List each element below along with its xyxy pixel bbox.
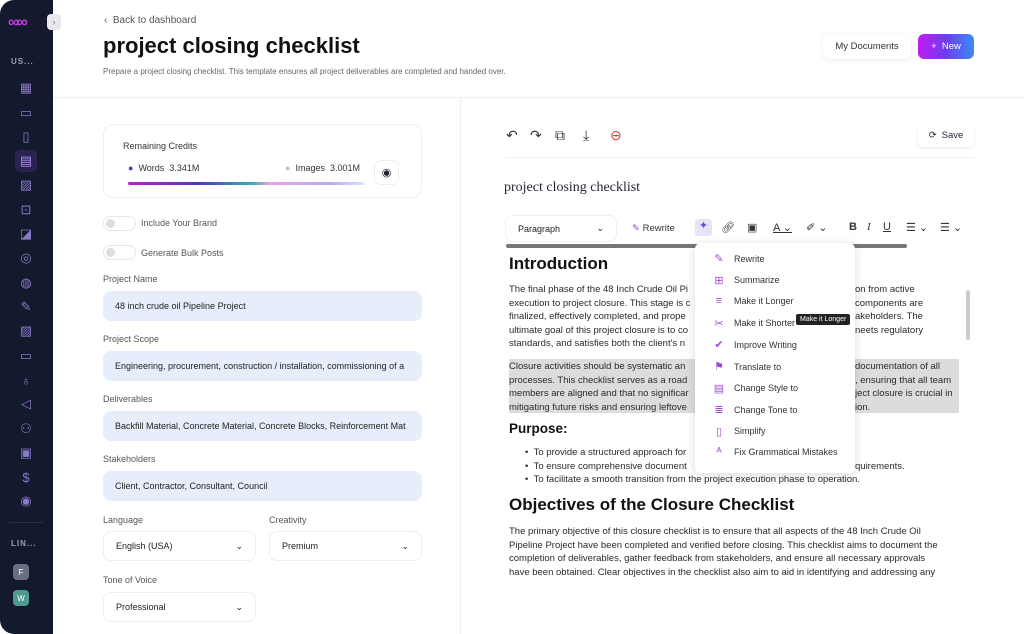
- bulk-posts-toggle[interactable]: [103, 245, 136, 260]
- include-brand-toggle[interactable]: [103, 216, 136, 231]
- bulk-posts-label: Generate Bulk Posts: [141, 248, 224, 258]
- menu-item-label: Make it Longer: [734, 296, 794, 307]
- back-to-dashboard-link[interactable]: [104, 15, 196, 26]
- text-fragment: akeholders. The: [855, 311, 923, 322]
- tone-label: Tone of Voice: [103, 575, 158, 585]
- images-dot-icon: ●: [285, 163, 291, 173]
- menu-item-icon: ≣: [714, 404, 724, 417]
- remove-icon[interactable]: ⊖: [610, 127, 622, 143]
- menu-item-label: Fix Grammatical Mistakes: [734, 447, 838, 458]
- deliverables-input[interactable]: Backfill Material, Concrete Material, Concrete Blocks, Reinforcement Mat: [103, 411, 422, 441]
- menu-item-icon: ✂: [714, 317, 724, 330]
- menu-item-simplify[interactable]: [713, 425, 766, 438]
- image-icon[interactable]: ▣: [747, 222, 758, 234]
- words-dot-icon: ●: [128, 163, 134, 173]
- menu-item-label: Rewrite: [734, 253, 765, 264]
- new-label: New: [941, 41, 961, 52]
- back-label: Back to dashboard: [112, 15, 197, 26]
- menu-item-make-it-shorter[interactable]: [713, 317, 795, 330]
- text-line[interactable]: [509, 283, 688, 297]
- chevron-down-icon: ⌄: [235, 601, 243, 612]
- text-fragment: finalized, effectively completed, and prope: [509, 311, 686, 322]
- stakeholders-input[interactable]: Client, Contractor, Consultant, Council: [103, 471, 422, 501]
- bullet-text: To provide a structured approach for: [533, 447, 687, 458]
- italic-icon[interactable]: I: [867, 221, 871, 233]
- rewrite-label: Rewrite: [642, 223, 675, 234]
- text-line[interactable]: [855, 360, 940, 374]
- text-line[interactable]: [509, 337, 685, 351]
- user-add-icon[interactable]: ⚇: [20, 421, 32, 436]
- eye-scan-icon[interactable]: ◎: [20, 250, 32, 265]
- text-fragment: documentation of all: [855, 361, 941, 372]
- bullet-item-tail: [855, 460, 905, 474]
- numbered-list-icon[interactable]: ☰ ⌄: [940, 222, 963, 234]
- text-fragment: neets regulatory: [855, 324, 924, 336]
- menu-item-icon: ✔: [714, 339, 724, 352]
- apps-icon[interactable]: ▦: [19, 80, 33, 95]
- image-icon[interactable]: ▨: [19, 177, 33, 192]
- logo[interactable]: ∞∞: [8, 14, 25, 31]
- text-fragment: ion.: [855, 401, 871, 413]
- menu-item-make-it-longer[interactable]: [713, 295, 794, 307]
- chat-icon[interactable]: ▭: [19, 348, 33, 363]
- creativity-value: Premium: [282, 541, 319, 551]
- menu-item-label: Translate to: [734, 361, 782, 372]
- bullet-text: To ensure comprehensive document: [533, 460, 687, 472]
- menu-item-label: Change Style to: [734, 383, 799, 394]
- text-line[interactable]: have been obtained. Clear objectives in the checklist also aim to aid in identifying and addressing any: [509, 566, 936, 578]
- bold-icon[interactable]: B: [849, 221, 857, 233]
- language-select[interactable]: [103, 531, 256, 561]
- highlight-icon[interactable]: ✐ ⌄: [806, 222, 828, 234]
- dollar-icon[interactable]: $: [22, 469, 30, 485]
- images-label: Images: [295, 163, 325, 173]
- photo-icon[interactable]: ▨: [19, 323, 33, 338]
- chevron-down-icon: ⌄: [596, 223, 604, 233]
- text-fragment: on from active: [855, 284, 915, 295]
- text-line[interactable]: [855, 374, 951, 388]
- underline-icon[interactable]: U: [883, 221, 891, 233]
- menu-item-label: Make it Shorter: [734, 318, 796, 329]
- download-icon[interactable]: ⤓: [583, 127, 590, 143]
- menu-item-label: Change Tone to: [734, 404, 798, 415]
- plus-icon: +: [931, 41, 942, 52]
- tooltip: Make it Longer: [796, 314, 850, 325]
- menu-item-improve-writing[interactable]: [713, 338, 797, 351]
- remaining-credits-card: [103, 124, 422, 198]
- text-fragment: mitigating future risks and ensuring leftove: [509, 401, 687, 413]
- words-label: Words: [138, 163, 165, 173]
- text-line[interactable]: Pipeline Project have been completed and verified before closing. This checklist aims to document the: [509, 539, 938, 551]
- text-fragment: Closure activities should be systematic an: [509, 361, 686, 372]
- menu-item-icon: ≡: [715, 295, 723, 308]
- creativity-label: Creativity: [269, 515, 307, 525]
- panel-divider: [460, 98, 461, 634]
- text-fragment: ject closure is crucial in: [855, 388, 953, 399]
- tone-select[interactable]: [103, 592, 256, 622]
- sidebar-divider: [9, 522, 43, 523]
- text-line[interactable]: [509, 374, 687, 388]
- text-line[interactable]: [855, 324, 923, 338]
- text-line[interactable]: [509, 401, 687, 415]
- image-gallery-icon[interactable]: ▣: [19, 445, 33, 460]
- sidebar-section-label: LIN...: [11, 539, 37, 548]
- bullet-text: quirements.: [855, 460, 905, 472]
- chevron-down-icon: ⌄: [401, 540, 409, 551]
- menu-item-change-tone-to[interactable]: [713, 403, 797, 416]
- creativity-select[interactable]: [269, 531, 422, 561]
- copy-icon[interactable]: ⧉: [555, 127, 565, 143]
- text-line[interactable]: [509, 297, 690, 311]
- bullet-item[interactable]: • To facilitate a smooth transition from the project execution phase to operation.: [525, 474, 860, 485]
- menu-item-summarize[interactable]: [713, 274, 780, 287]
- words-value: 3.341M: [169, 163, 200, 173]
- microphone-icon[interactable]: ♁: [21, 372, 31, 388]
- save-button[interactable]: [918, 124, 974, 147]
- toolbar-divider: [505, 157, 975, 158]
- save-label: Save: [941, 130, 964, 141]
- pen-icon[interactable]: ✎: [20, 299, 32, 314]
- chevron-down-icon: ⌄: [235, 540, 243, 551]
- undo-icon[interactable]: ↶: [506, 127, 518, 143]
- eye-icon: ◉: [381, 167, 392, 179]
- menu-item-change-style-to[interactable]: [713, 382, 798, 395]
- menu-item-rewrite[interactable]: [713, 252, 765, 265]
- language-value: English (USA): [116, 541, 173, 551]
- text-fragment: execution to project closure. This stage is c: [509, 297, 691, 309]
- bullet-text: To facilitate a smooth transition from the project execution phase to operation.: [533, 474, 860, 485]
- globe-icon[interactable]: ◍: [20, 275, 32, 290]
- pen-icon: ✎: [632, 223, 640, 234]
- text-line[interactable]: [855, 401, 870, 415]
- my-documents-button[interactable]: My Documents: [823, 34, 911, 59]
- text-color-icon[interactable]: A ⌄: [773, 222, 793, 234]
- toggle-visibility-button[interactable]: [374, 160, 399, 185]
- text-fragment: ultimate goal of this project closure is to co: [509, 324, 689, 336]
- text-line[interactable]: [509, 360, 685, 374]
- workspace-avatar-w[interactable]: W: [13, 590, 29, 606]
- project-scope-label: Project Scope: [103, 334, 160, 344]
- refresh-icon: ⟳: [928, 130, 937, 141]
- document-title[interactable]: project closing checklist: [504, 180, 641, 195]
- menu-item-icon: ⚑: [714, 361, 724, 373]
- text-line[interactable]: [855, 283, 915, 297]
- text-fragment: components are: [855, 297, 924, 309]
- bullet-item[interactable]: • To ensure comprehensive document: [525, 460, 687, 472]
- menu-item-icon: ▤: [713, 382, 725, 395]
- text-fragment: processes. This checklist serves as a road: [509, 374, 688, 386]
- header-divider: [53, 97, 1024, 98]
- language-label: Language: [103, 515, 144, 525]
- ai-actions-menu: [695, 243, 855, 473]
- project-name-input[interactable]: 48 inch crude oil Pipeline Project: [103, 291, 422, 321]
- text-line[interactable]: [855, 297, 923, 311]
- menu-item-translate-to[interactable]: [713, 360, 781, 373]
- text-line[interactable]: [509, 324, 688, 338]
- menu-item-label: Improve Writing: [734, 339, 797, 350]
- menu-item-label: Summarize: [734, 275, 780, 286]
- text-line[interactable]: [855, 387, 953, 401]
- heading-objectives: Objectives of the Closure Checklist: [509, 495, 795, 514]
- credits-progress-bar: [128, 182, 365, 185]
- menu-item-fix-grammatical-mistakes[interactable]: [713, 446, 838, 458]
- heading-purpose: Purpose:: [509, 421, 568, 436]
- tone-value: Professional: [116, 602, 166, 612]
- rewrite-button[interactable]: [632, 223, 675, 234]
- menu-item-icon: ⊞: [714, 274, 724, 287]
- heading-introduction: Introduction: [509, 254, 609, 273]
- speaker-icon[interactable]: ◁: [21, 396, 31, 411]
- edit-document-icon[interactable]: ◪: [19, 226, 33, 241]
- images-value: 3.001M: [329, 163, 361, 173]
- text-line[interactable]: The primary objective of this closure checklist is to ensure that all aspects of the 48 Inch Crude Oil: [509, 526, 921, 537]
- menu-item-icon: ✎: [714, 253, 724, 265]
- text-line[interactable]: [509, 310, 686, 324]
- page-title: project closing checklist: [103, 33, 360, 58]
- page-subtitle: Prepare a project closing checklist. This template ensures all project deliverables are completed and handed over.: [103, 67, 506, 76]
- link-icon[interactable]: 🔗︎: [721, 222, 735, 234]
- scan-document-icon[interactable]: ⊡: [20, 202, 32, 217]
- ai-sparkle-button[interactable]: ✦: [695, 219, 712, 236]
- text-line[interactable]: completion of deliverables, gather feedback from stakeholders, and ensure all necessary approvals: [509, 553, 926, 564]
- chevron-left-icon: ‹: [104, 15, 113, 26]
- vertical-scrollbar[interactable]: [966, 290, 970, 340]
- sidebar-section-label: US...: [11, 57, 34, 66]
- collapse-sidebar-button[interactable]: ›: [47, 14, 61, 30]
- deliverables-label: Deliverables: [103, 394, 153, 404]
- text-line[interactable]: [855, 310, 923, 324]
- paragraph-value: Paragraph: [518, 223, 561, 234]
- text-fragment: The final phase of the 48 Inch Crude Oil Pi: [509, 284, 689, 295]
- text-fragment: members are aligned and that no significar: [509, 388, 689, 399]
- bullet-list-icon[interactable]: ☰ ⌄: [906, 222, 929, 234]
- new-button[interactable]: [918, 34, 974, 59]
- menu-item-label: Simplify: [734, 426, 766, 437]
- text-line[interactable]: [509, 387, 689, 401]
- project-scope-input[interactable]: Engineering, procurement, construction / installation, commissioning of a: [103, 351, 422, 381]
- support-icon[interactable]: ◉: [20, 493, 32, 508]
- text-fragment: standards, and satisfies both the client's n: [509, 338, 686, 349]
- text-fragment: , ensuring that all team: [855, 374, 952, 386]
- include-brand-label: Include Your Brand: [141, 218, 218, 228]
- paragraph-style-select[interactable]: [505, 215, 617, 242]
- stakeholders-label: Stakeholders: [103, 454, 156, 464]
- sidebar: [0, 0, 53, 634]
- book-icon[interactable]: ▯: [22, 129, 30, 144]
- redo-icon[interactable]: ↷: [530, 127, 542, 143]
- menu-item-icon: ▯: [715, 425, 723, 438]
- credits-title: Remaining Credits: [123, 141, 198, 151]
- archive-icon[interactable]: ▭: [19, 105, 33, 120]
- document-icon[interactable]: ▤: [15, 150, 37, 172]
- bullet-item[interactable]: • To provide a structured approach for: [525, 447, 687, 458]
- menu-item-icon: ᴬ: [716, 446, 722, 459]
- project-name-label: Project Name: [103, 274, 158, 284]
- workspace-avatar-f[interactable]: F: [13, 564, 29, 580]
